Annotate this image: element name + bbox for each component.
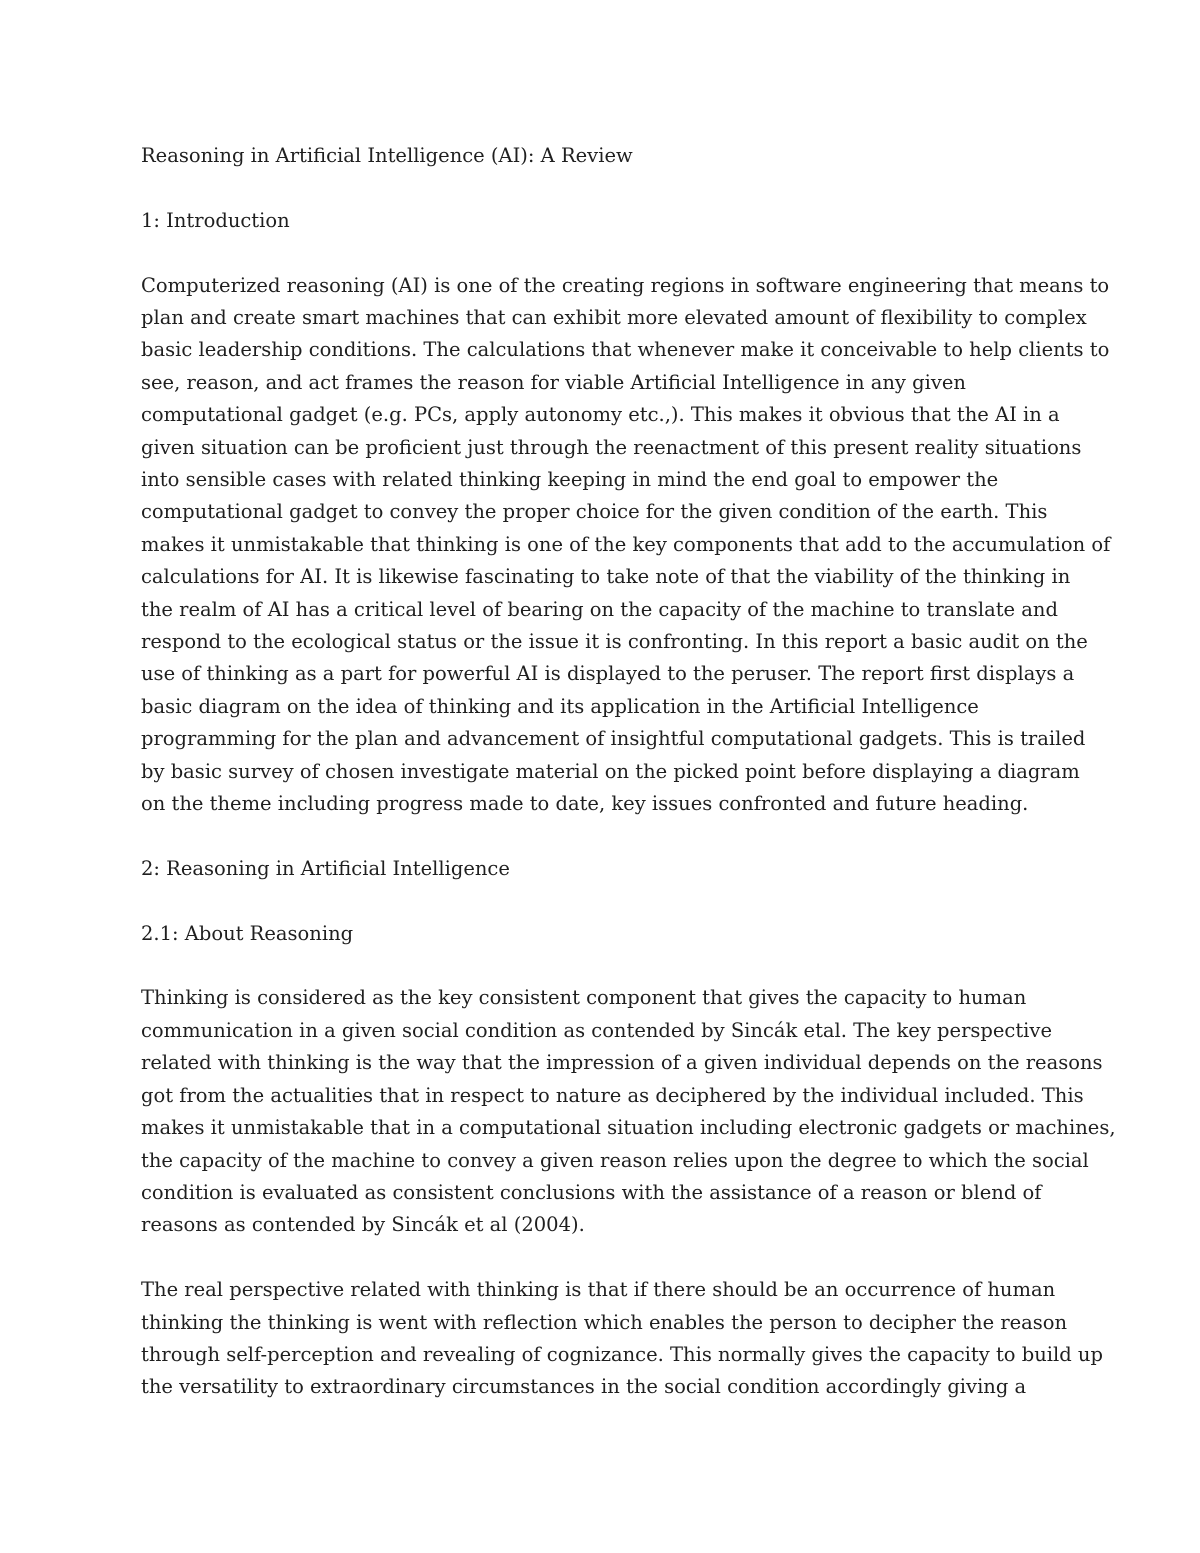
paragraph-real-perspective — [141, 1274, 1103, 1404]
text-line: related with thinking is the way that the impression of a given individual depends on the reasons — [141, 1051, 1103, 1075]
paragraph-about-reasoning — [141, 982, 1116, 1241]
text-line: given situation can be proficient just through the reenactment of this present reality situations — [141, 435, 1082, 459]
subsection-heading-about-reasoning: 2.1: About Reasoning — [141, 921, 354, 945]
text-line: reasons as contended by Sincák et al (2004). — [141, 1213, 585, 1237]
text-line: respond to the ecological status or the issue it is confronting. In this report a basic audit on the — [141, 630, 1088, 654]
document-title: Reasoning in Artificial Intelligence (AI): A Review — [141, 144, 633, 167]
text-line: Computerized reasoning (AI) is one of the creating regions in software engineering that means to — [141, 273, 1110, 297]
text-line: got from the actualities that in respect to nature as deciphered by the individual included. This — [141, 1083, 1084, 1107]
text-line: the versatility to extraordinary circumstances in the social condition accordingly giving a — [141, 1375, 1027, 1399]
text-line: thinking the thinking is went with reflection which enables the person to decipher the reason — [141, 1310, 1068, 1334]
text-line: Thinking is considered as the key consistent component that gives the capacity to human — [141, 986, 1027, 1010]
text-line: plan and create smart machines that can exhibit more elevated amount of flexibility to complex — [141, 306, 1087, 329]
text-line: through self-perception and revealing of cognizance. This normally gives the capacity to build up — [141, 1342, 1103, 1366]
text-line: makes it unmistakable that thinking is one of the key components that add to the accumulation of — [141, 532, 1111, 556]
section-heading-reasoning-in-ai: 2: Reasoning in Artificial Intelligence — [141, 856, 510, 880]
text-line: computational gadget to convey the proper choice for the given condition of the earth. This — [141, 500, 1048, 524]
text-line: see, reason, and act frames the reason for viable Artificial Intelligence in any given — [141, 370, 966, 394]
text-line: The real perspective related with thinking is that if there should be an occurrence of human — [141, 1278, 1056, 1302]
paragraph-introduction — [141, 270, 1111, 821]
text-line: computational gadget (e.g. PCs, apply autonomy etc.,). This makes it obvious that the AI in a — [141, 403, 1060, 427]
section-heading-introduction: 1: Introduction — [141, 208, 290, 232]
text-line: the capacity of the machine to convey a given reason relies upon the degree to which the social — [141, 1148, 1089, 1172]
text-line: the realm of AI has a critical level of bearing on the capacity of the machine to translate and — [141, 597, 1058, 621]
text-line: on the theme including progress made to date, key issues confronted and future heading. — [141, 792, 1029, 816]
text-line: into sensible cases with related thinking keeping in mind the end goal to empower the — [141, 468, 999, 492]
text-line: basic leadership conditions. The calculations that whenever make it conceivable to help clients to — [141, 338, 1110, 362]
text-line: makes it unmistakable that in a computational situation including electronic gadgets or machines, — [141, 1116, 1116, 1140]
text-line: calculations for AI. It is likewise fascinating to take note of that the viability of the thinking in — [141, 565, 1071, 589]
text-line: condition is evaluated as consistent conclusions with the assistance of a reason or blend of — [141, 1180, 1042, 1204]
text-line: basic diagram on the idea of thinking and its application in the Artificial Intelligence — [141, 694, 979, 718]
text-line: by basic survey of chosen investigate material on the picked point before displaying a diagram — [141, 759, 1080, 783]
text-line: use of thinking as a part for powerful AI is displayed to the peruser. The report first displays a — [141, 662, 1075, 686]
text-line: communication in a given social condition as contended by Sincák etal. The key perspective — [141, 1018, 1052, 1042]
text-line: programming for the plan and advancement of insightful computational gadgets. This is trailed — [141, 727, 1086, 751]
document-body — [141, 140, 1116, 1436]
